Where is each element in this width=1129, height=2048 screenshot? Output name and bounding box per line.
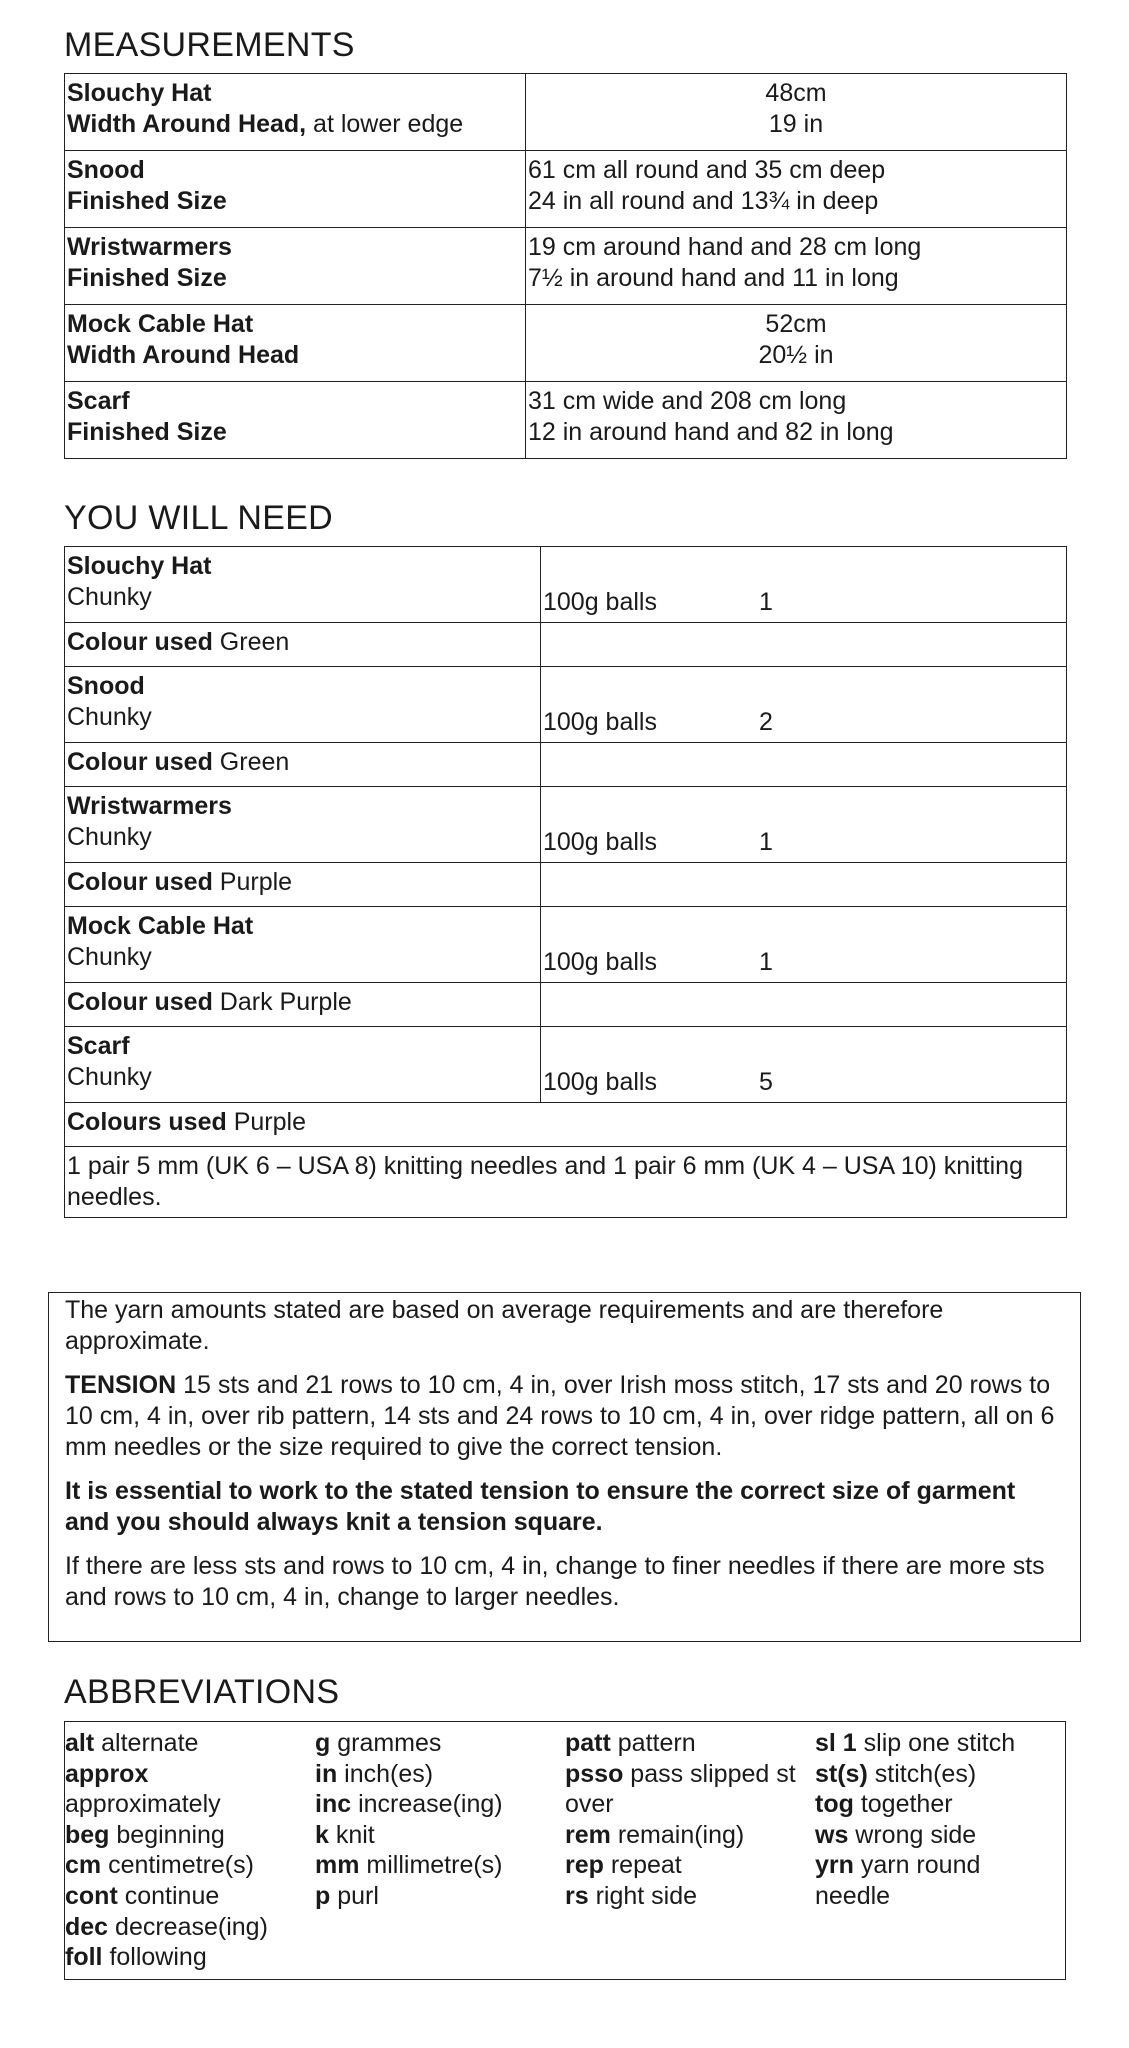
abbreviation-definition: purl — [330, 1881, 379, 1910]
abbreviation-term: tog — [815, 1790, 854, 1819]
abbreviation-definition: remain(ing) — [610, 1820, 745, 1849]
yarn-quantity-cell — [541, 547, 1067, 623]
abbreviation-item — [315, 1850, 503, 1881]
measurement-item-label — [67, 263, 523, 294]
abbreviation-item — [65, 1759, 268, 1790]
abbreviation-definition: slip one stitch — [856, 1729, 1016, 1757]
measurement-item-cell — [65, 74, 526, 151]
measurement-label: Finished Size — [67, 264, 227, 292]
colour-row — [65, 863, 1067, 907]
abbreviation-item — [315, 1759, 503, 1790]
measurement-label: Finished Size — [67, 187, 227, 215]
abbreviation-definition: pattern — [610, 1729, 696, 1757]
yarn-quantity-cell — [541, 907, 1067, 983]
colour-value: Green — [219, 748, 290, 776]
abbreviation-item — [815, 1728, 1015, 1759]
abbreviation-term: beg — [65, 1820, 110, 1849]
measurement-item-label — [67, 340, 523, 371]
measurements-heading: MEASUREMENTS — [64, 26, 355, 64]
abbreviation-item — [315, 1820, 503, 1851]
yarn-quantity: 5 — [759, 1068, 773, 1096]
abbreviation-definition: alternate — [94, 1729, 199, 1757]
abbreviation-definition: decrease(ing) — [108, 1912, 268, 1941]
colour-row — [65, 623, 1067, 667]
colour-cell — [65, 623, 541, 667]
abbreviation-definition: centimetre(s) — [101, 1851, 254, 1880]
abbreviation-term: yrn — [815, 1851, 854, 1880]
colour-value: Purple — [233, 1108, 306, 1136]
colour-row — [65, 743, 1067, 787]
colour-empty-cell — [541, 623, 1067, 667]
measurement-item-name: Snood — [67, 156, 145, 184]
measurement-item-cell — [65, 305, 526, 382]
measurement-value-line-2: 12 in around hand and 82 in long — [528, 418, 894, 446]
abbreviation-item — [65, 1881, 268, 1912]
needles-cell: 1 pair 5 mm (UK 6 – USA 8) knitting needles and 1 pair 6 mm (UK 4 – USA 10) knitting needles. — [65, 1147, 1067, 1218]
abbreviation-definition: knit — [328, 1820, 375, 1849]
measurement-item-cell — [65, 228, 526, 305]
colour-value: Dark Purple — [219, 988, 352, 1016]
abbreviation-item — [65, 1820, 268, 1851]
abbreviation-term: cont — [65, 1881, 118, 1910]
needles-row — [65, 1147, 1067, 1218]
abbreviation-item — [815, 1850, 1015, 1881]
colour-empty-cell — [541, 983, 1067, 1027]
abbreviation-item — [65, 1789, 268, 1820]
colour-label: Colour used — [67, 868, 213, 896]
you-will-need-table — [64, 546, 1067, 1218]
abbreviations-column-2 — [315, 1728, 503, 1912]
abbreviation-definition: repeat — [603, 1851, 682, 1880]
measurement-value-cell — [526, 228, 1067, 305]
yarn-row — [65, 787, 1067, 863]
abbreviation-term: inc — [315, 1790, 352, 1819]
yarn-quantity-cell — [541, 787, 1067, 863]
abbreviation-definition: over — [565, 1790, 614, 1819]
yarn-quantity: 1 — [759, 948, 773, 976]
measurement-value-cell — [526, 305, 1067, 382]
measurement-item-name: Mock Cable Hat — [67, 310, 254, 338]
abbreviation-definition: grammes — [330, 1729, 442, 1757]
measurement-value-line-2: 20½ in — [758, 341, 834, 369]
measurement-item-cell — [65, 382, 526, 459]
abbreviation-item — [315, 1789, 503, 1820]
measurement-value-line-2: 19 in — [768, 110, 824, 138]
abbreviations-column-1 — [65, 1728, 268, 1973]
abbreviation-definition: needle — [815, 1881, 891, 1910]
yarn-unit: 100g balls — [543, 708, 657, 736]
measurement-value-line-1: 61 cm all round and 35 cm deep — [528, 156, 886, 184]
abbreviation-definition: approximately — [65, 1790, 221, 1819]
measurement-value-cell — [526, 151, 1067, 228]
abbreviation-term: g — [315, 1729, 331, 1757]
abbreviation-term: p — [315, 1881, 331, 1910]
yarn-unit: 100g balls — [543, 948, 657, 976]
abbreviation-item — [815, 1820, 1015, 1851]
adjust-note: If there are less sts and rows to 10 cm, 4 in, change to finer needles if there are more sts and rows to 10 cm, 4 in, change to larger needles. — [65, 1552, 1045, 1611]
yarn-row — [65, 667, 1067, 743]
abbreviation-term: k — [315, 1820, 329, 1849]
abbreviations-column-3 — [565, 1728, 796, 1912]
measurement-row — [65, 305, 1067, 382]
abbreviation-item — [565, 1881, 796, 1912]
abbreviation-term: mm — [315, 1851, 360, 1880]
yarn-row — [65, 547, 1067, 623]
abbreviation-item — [815, 1881, 1015, 1912]
abbreviation-definition: pass slipped st — [623, 1759, 796, 1788]
yarn-quantity: 1 — [759, 828, 773, 856]
abbreviation-term: patt — [565, 1729, 611, 1757]
abbreviation-item — [315, 1728, 503, 1759]
abbreviation-definition: wrong side — [848, 1820, 977, 1849]
colour-empty-cell — [541, 743, 1067, 787]
measurement-item-label — [67, 417, 523, 448]
measurement-item-name: Slouchy Hat — [67, 79, 212, 107]
measurement-value-line-1: 31 cm wide and 208 cm long — [528, 387, 847, 415]
abbreviation-item — [565, 1820, 796, 1851]
measurement-label-suffix: at lower edge — [306, 110, 464, 138]
yarn-quantity-cell — [541, 667, 1067, 743]
abbreviation-definition: following — [102, 1943, 207, 1972]
abbreviation-definition: right side — [588, 1881, 698, 1910]
measurement-value-line-1: 52cm — [765, 310, 827, 338]
measurement-value-line-1: 48cm — [765, 79, 827, 107]
abbreviation-item — [315, 1881, 503, 1912]
colour-cell — [65, 1103, 1067, 1147]
yarn-item-name: Mock Cable Hat — [67, 912, 254, 940]
abbreviation-item — [65, 1728, 268, 1759]
abbreviation-definition: continue — [117, 1881, 220, 1910]
abbreviation-item — [565, 1789, 796, 1820]
colour-cell — [65, 863, 541, 907]
yarn-row — [65, 907, 1067, 983]
colour-row — [65, 983, 1067, 1027]
yarn-item-cell — [65, 907, 541, 983]
measurement-value-line-2: 7½ in around hand and 11 in long — [528, 264, 899, 292]
abbreviations-column-4 — [815, 1728, 1015, 1912]
yarn-row — [65, 1027, 1067, 1103]
abbreviation-item — [65, 1912, 268, 1943]
abbreviation-item — [565, 1728, 796, 1759]
abbreviation-item — [565, 1850, 796, 1881]
abbreviation-definition: beginning — [109, 1820, 225, 1849]
abbreviation-term: rep — [565, 1851, 604, 1880]
abbreviation-term: cm — [65, 1851, 102, 1880]
measurement-item-label — [67, 109, 523, 140]
colour-label: Colours used — [67, 1108, 227, 1136]
measurement-row — [65, 228, 1067, 305]
abbreviation-term: in — [315, 1759, 338, 1788]
abbreviation-item — [65, 1850, 268, 1881]
measurement-row — [65, 382, 1067, 459]
measurement-value-cell — [526, 74, 1067, 151]
colour-label: Colour used — [67, 628, 213, 656]
measurement-item-name: Scarf — [67, 387, 130, 415]
yarn-type: Chunky — [67, 1063, 152, 1091]
yarn-quantity: 1 — [759, 588, 773, 616]
yarn-item-name: Slouchy Hat — [67, 552, 212, 580]
yarn-item-cell — [65, 787, 541, 863]
abbreviation-definition: millimetre(s) — [359, 1851, 503, 1880]
measurement-row — [65, 151, 1067, 228]
abbreviation-definition: increase(ing) — [351, 1790, 503, 1819]
measurement-label: Width Around Head — [67, 341, 300, 369]
measurement-value-line-2: 24 in all round and 13¾ in deep — [528, 187, 879, 215]
yarn-unit: 100g balls — [543, 588, 657, 616]
tension-text: 15 sts and 21 rows to 10 cm, 4 in, over Irish moss stitch, 17 sts and 20 rows to 10 cm, 4 in, over rib pattern, 14 sts and 24 rows to 10 cm, 4 in, over ridge pattern, all on 6 mm needles or the size required to give the correct tension. — [65, 1371, 1055, 1461]
yarn-item-name: Scarf — [67, 1032, 130, 1060]
yarn-type: Chunky — [67, 943, 152, 971]
measurement-value-line-1: 19 cm around hand and 28 cm long — [528, 233, 922, 261]
abbreviation-term: dec — [65, 1912, 109, 1941]
abbreviation-term: rs — [565, 1881, 589, 1910]
abbreviations-box — [64, 1721, 1066, 1980]
abbreviation-definition: inch(es) — [337, 1759, 434, 1788]
measurement-label: Finished Size — [67, 418, 227, 446]
measurement-item-name: Wristwarmers — [67, 233, 232, 261]
yarn-amounts-note: The yarn amounts stated are based on average requirements and are therefore approximate. — [65, 1296, 944, 1355]
colour-value: Green — [219, 628, 290, 656]
yarn-item-cell — [65, 547, 541, 623]
abbreviations-heading: ABBREVIATIONS — [64, 1673, 340, 1711]
abbreviation-term: foll — [65, 1943, 103, 1972]
yarn-unit: 100g balls — [543, 828, 657, 856]
abbreviation-term: psso — [565, 1759, 624, 1788]
abbreviation-definition: stitch(es) — [867, 1759, 977, 1788]
abbreviation-item — [815, 1759, 1015, 1790]
yarn-type: Chunky — [67, 583, 152, 611]
yarn-item-cell — [65, 1027, 541, 1103]
measurement-label: Width Around Head, — [67, 110, 307, 138]
colour-label: Colour used — [67, 988, 213, 1016]
colour-empty-cell — [541, 863, 1067, 907]
yarn-type: Chunky — [67, 823, 152, 851]
abbreviation-term: ws — [815, 1820, 849, 1849]
measurement-item-label — [67, 186, 523, 217]
abbreviation-definition: yarn round — [853, 1851, 981, 1880]
colour-cell — [65, 983, 541, 1027]
yarn-unit: 100g balls — [543, 1068, 657, 1096]
abbreviation-term: st(s) — [815, 1759, 868, 1788]
abbreviation-item — [815, 1789, 1015, 1820]
you-will-need-heading: YOU WILL NEED — [64, 499, 334, 537]
abbreviation-item — [65, 1942, 268, 1973]
yarn-quantity-cell — [541, 1027, 1067, 1103]
essential-note: It is essential to work to the stated tension to ensure the correct size of garment and you should always knit a tension square. — [65, 1477, 1016, 1536]
colour-value: Purple — [219, 868, 293, 896]
abbreviation-term: rem — [565, 1820, 611, 1849]
colour-label: Colour used — [67, 748, 213, 776]
tension-note — [65, 1370, 1066, 1463]
measurement-value-cell — [526, 382, 1067, 459]
colour-row — [65, 1103, 1067, 1147]
measurements-table — [64, 73, 1067, 459]
yarn-item-name: Snood — [67, 672, 145, 700]
abbreviation-term: alt — [65, 1729, 95, 1757]
colour-cell — [65, 743, 541, 787]
abbreviation-item — [565, 1759, 796, 1790]
measurement-row — [65, 74, 1067, 151]
yarn-item-cell — [65, 667, 541, 743]
tension-notes-box — [48, 1292, 1081, 1642]
yarn-type: Chunky — [67, 703, 152, 731]
abbreviation-term: approx — [65, 1759, 149, 1788]
yarn-item-name: Wristwarmers — [67, 792, 232, 820]
abbreviation-term: sl 1 — [815, 1729, 857, 1757]
abbreviation-definition: together — [853, 1790, 953, 1819]
yarn-quantity: 2 — [759, 708, 773, 736]
tension-label: TENSION — [65, 1371, 177, 1399]
measurement-item-cell — [65, 151, 526, 228]
